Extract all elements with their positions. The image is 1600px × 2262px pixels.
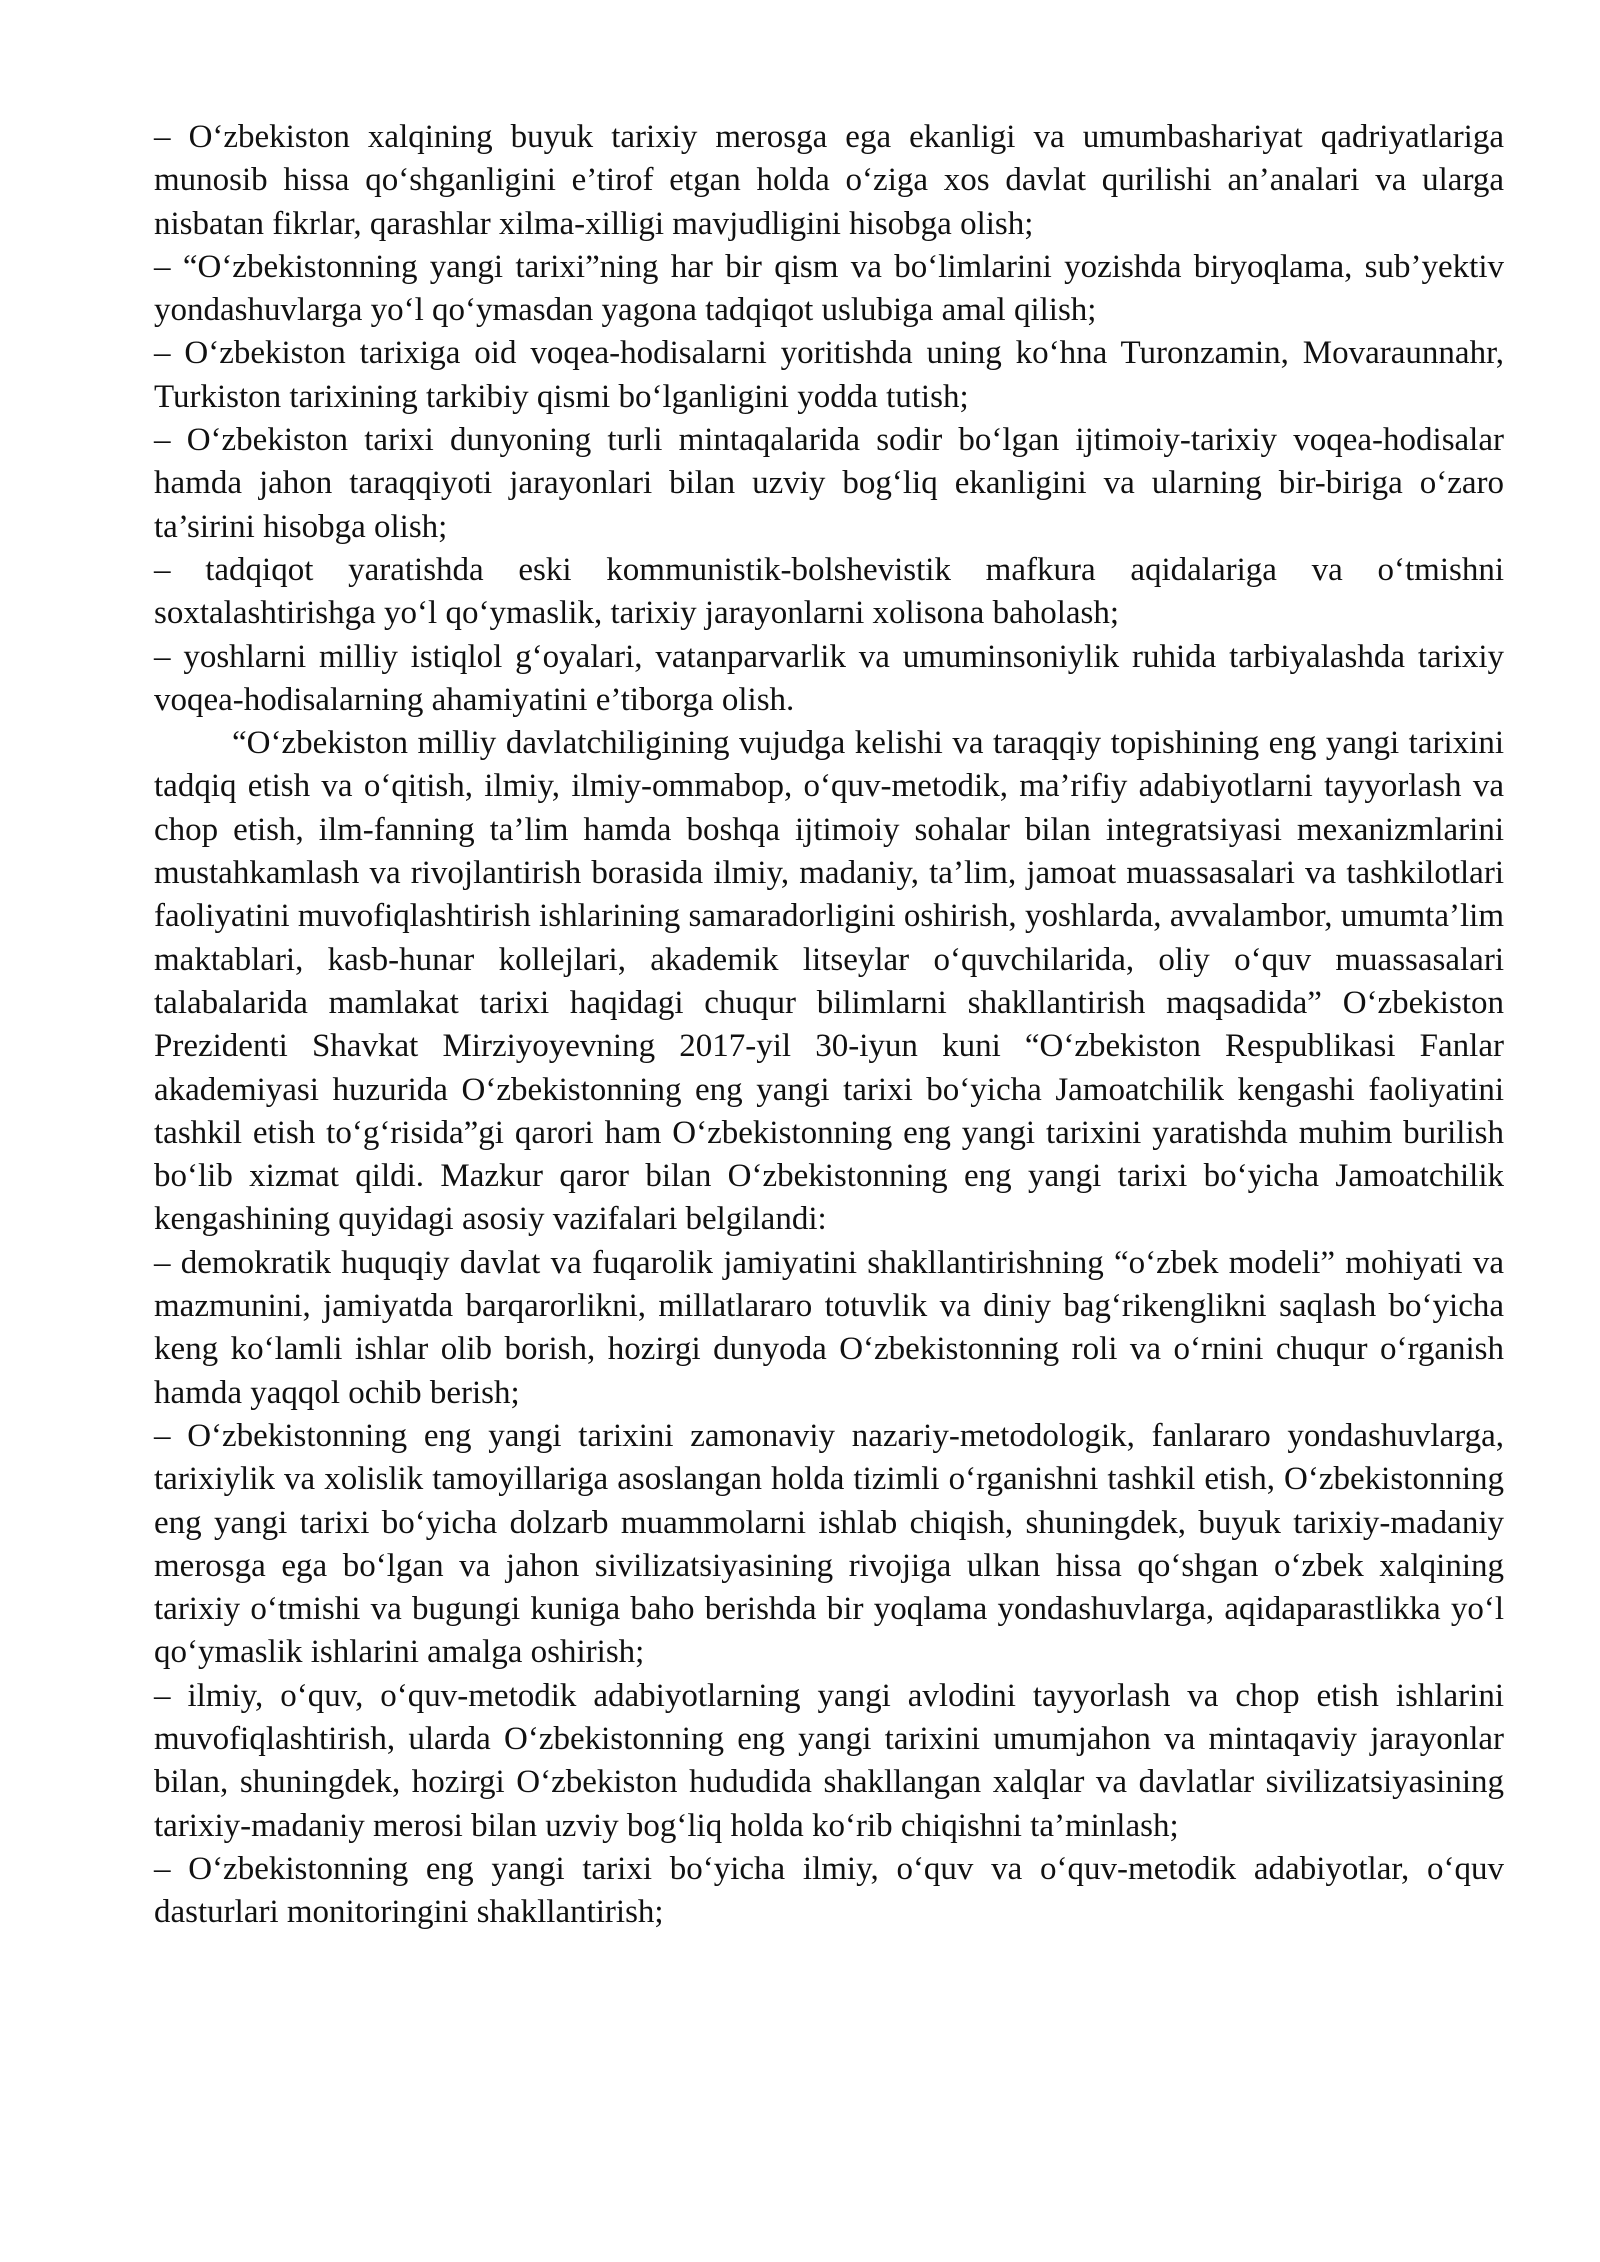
document-page — [154, 116, 1504, 1934]
list-item: – O‘zbekistonning eng yangi tarixini zamonaviy nazariy-metodologik, fanlararo yondashuvlarga, tarixiylik va xolislik tamoyillariga asoslangan holda tizimli o‘rganishni tashkil etish, O‘zbekistonning eng yangi tarixi bo‘yicha dolzarb muammolarni ishlab chiqish, shuningdek, buyuk tarixiy-madaniy merosga ega bo‘lgan va jahon sivilizatsiyasining rivojiga ulkan hissa qo‘shgan o‘zbek xalqining tarixiy o‘tmishi va bugungi kuniga baho berishda bir yoqlama yondashuvlarga, aqidaparastlikka yo‘l qo‘ymaslik ishlarini amalga oshirish; — [154, 1417, 1504, 1671]
list-item: – demokratik huquqiy davlat va fuqarolik jamiyatini shakllantirishning “o‘zbek modeli” mohiyati va mazmunini, jamiyatda barqarorlikni, millatlararo totuvlik va diniy bag‘rikenglikni saqlash bo‘yicha keng ko‘lamli ishlar olib borish, hozirgi dunyoda O‘zbekistonning roli va o‘rnini chuqur o‘rganish hamda yaqqol ochib berish; — [154, 1244, 1504, 1411]
list-item: – yoshlarni milliy istiqlol g‘oyalari, vatanparvarlik va umuminsoniylik ruhida tarbiyalashda tarixiy voqea-hodisalarning ahamiyatini e’tiborga olish. — [154, 638, 1504, 718]
list-item: – ilmiy, o‘quv, o‘quv-metodik adabiyotlarning yangi avlodini tayyorlash va chop etish ishlarini muvofiqlashtirish, ularda O‘zbekistonning eng yangi tarixini umumjahon va mintaqaviy jarayonlar bilan, shuningdek, hozirgi O‘zbekiston hududida shakllangan xalqlar va davlatlar sivilizatsiyasining tarixiy-madaniy merosi bilan uzviy bog‘liq holda ko‘rib chiqishni ta’minlash; — [154, 1677, 1504, 1844]
list-item: – O‘zbekiston tarixiga oid voqea-hodisalarni yoritishda uning ko‘hna Turonzamin, Movaraunnahr, Turkiston tarixining tarkibiy qismi bo‘lganligini yodda tutish; — [154, 335, 1504, 415]
list-item: – “O‘zbekistonning yangi tarixi”ning har bir qism va bo‘limlarini yozishda biryoqlama, sub’yektiv yondashuvlarga yo‘l qo‘ymasdan yagona tadqiqot uslubiga amal qilish; — [154, 248, 1504, 329]
list-item: – O‘zbekiston tarixi dunyoning turli mintaqalarida sodir bo‘lgan ijtimoiy-tarixiy voqea-hodisalar hamda jahon taraqqiyoti jarayonlari bilan uzviy bog‘liq ekanligini va ularning bir-biriga o‘zaro ta’sirini hisobga olish; — [154, 422, 1504, 545]
list-item: – tadqiqot yaratishda eski kommunistik-bolshevistik mafkura aqidalariga va o‘tmishni soxtalashtirishga yo‘l qo‘ymaslik, tarixiy jarayonlarni xolisona baholash; — [154, 551, 1504, 632]
list-item: – O‘zbekiston xalqining buyuk tarixiy merosga ega ekanligi va umumbashariyat qadriyatlariga munosib hissa qo‘shganligini e’tirof etgan holda o‘ziga xos davlat qurilishi an’analari va ularga nisbatan fikrlar, qarashlar xilma-xilligi mavjudligini hisobga olish; — [154, 119, 1504, 242]
body-paragraph: “O‘zbekiston milliy davlatchiligining vujudga kelishi va taraqqiy topishining eng yangi tarixini tadqiq etish va o‘qitish, ilmiy, ilmiy-ommabop, o‘quv-metodik, ma’rifiy adabiyotlarni tayyorlash va chop etish, ilm-fanning ta’lim hamda boshqa ijtimoiy sohalar bilan integratsiyasi mexanizmlarini mustahkamlash va rivojlantirish borasida ilmiy, madaniy, ta’lim, jamoat muassasalari va tashkilotlari faoliyatini muvofiqlashtirish ishlarining samaradorligini oshirish, yoshlarda, avvalambor, umumta’lim maktablari, kasb-hunar kollejlari, akademik litseylar o‘quvchilarida, oliy o‘quv muassasalari talabalarida mamlakat tarixi haqidagi chuqur bilimlarni shakllantirish maqsadida” O‘zbekiston Prezidenti Shavkat Mirziyoyevning 2017-yil 30-iyun kuni “O‘zbekiston Respublikasi Fanlar akademiyasi huzurida O‘zbekistonning eng yangi tarixi bo‘yicha Jamoatchilik kengashi faoliyatini tashkil etish to‘g‘risida”gi qarori ham O‘zbekistonning eng yangi tarixini yaratishda muhim burilish bo‘lib xizmat qildi. Mazkur qaror bilan O‘zbekistonning eng yangi tarixi bo‘yicha Jamoatchilik kengashining quyidagi asosiy vazifalari belgilandi: — [154, 725, 1504, 1238]
list-item: – O‘zbekistonning eng yangi tarixi bo‘yicha ilmiy, o‘quv va o‘quv-metodik adabiyotlar, o‘quv dasturlari monitoringini shakllantirish; — [154, 1850, 1504, 1931]
